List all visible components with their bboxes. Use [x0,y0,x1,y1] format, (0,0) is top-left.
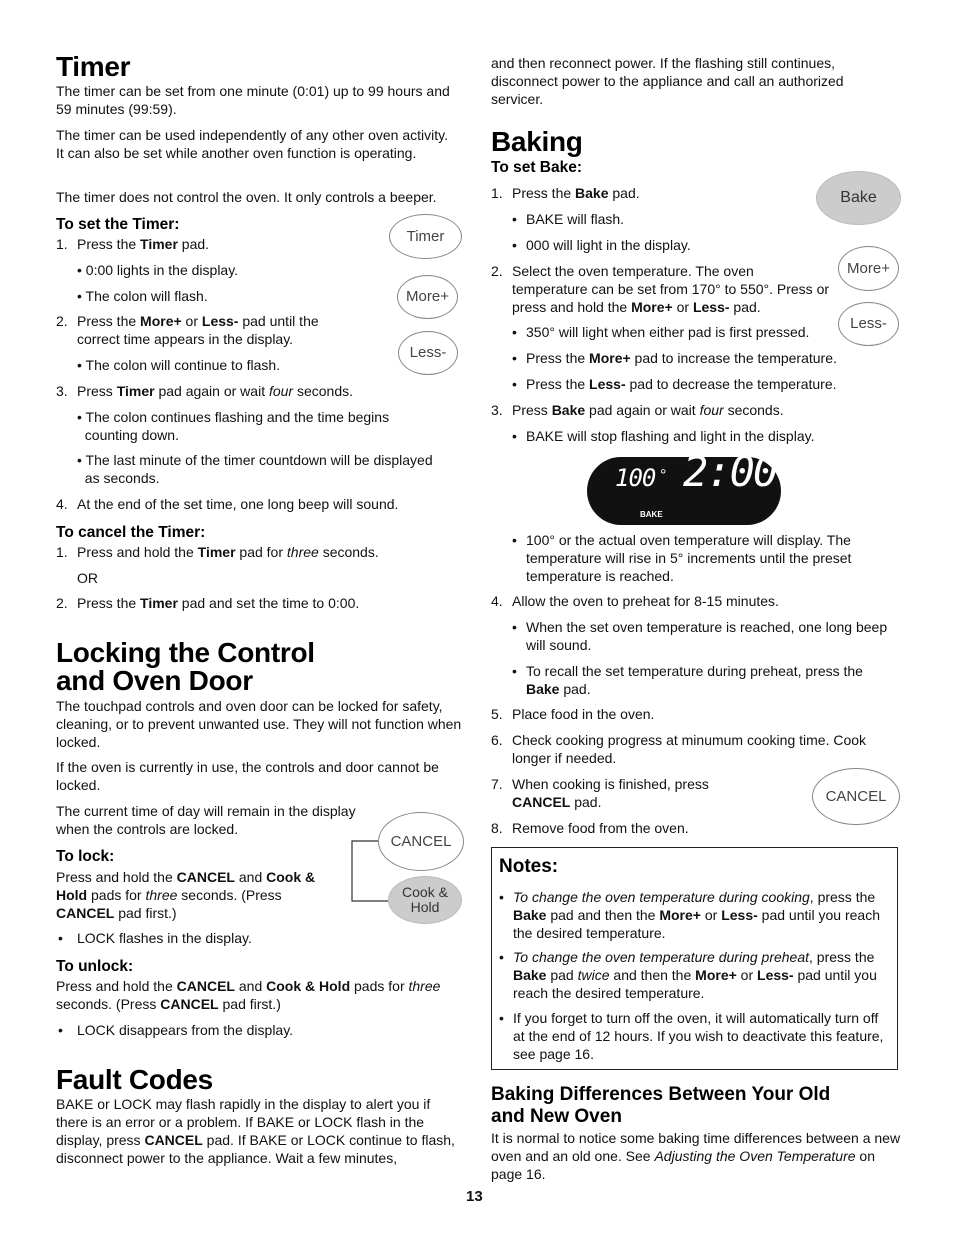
timer-step-3-bullet-1: • The colon continues flashing and the time begins counting down. [77,409,390,443]
cook-hold-pad-label-2: Hold [410,899,440,915]
page-number: 13 [466,1188,483,1205]
notes-box: Notes: • To change the oven temperature during cooking, press the Bake pad and then the More+ or Less- pad until you reach the desired temperature. • To change the oven temperature during preheat, press the Bake pad twice and then the More+ or Less- pad until you reach the desired temperature. • If you forget to turn off the oven, it will automatically turn off at the end of 12 hours. If you wish to deactivate this feature, see page 16. [491,847,898,1070]
or-text: OR [77,570,98,586]
bake-cancel-pad[interactable] [812,768,900,825]
cook-hold-pad-label-1: Cook & [402,884,448,900]
bake-pad-label: Bake [840,189,877,206]
lock-instructions: Press and hold the CANCEL and Cook & Hold pads for three seconds. (Press CANCEL pad first.) [56,869,316,921]
timer-step-3-bullet-2: • The last minute of the timer countdown will be displayed as seconds. [77,452,433,486]
bake-more-pad[interactable] [838,246,899,291]
less-pad[interactable] [398,331,458,375]
fault-codes-text: BAKE or LOCK may flash rapidly in the display to alert you if there is an error or a problem. If BAKE or LOCK flash in the display, press CANCEL pad. If BAKE or LOCK continue to flash, disconnect power to the appliance. Wait a few minutes, [56,1096,455,1166]
bake-cancel-pad-label: CANCEL [825,787,887,805]
timer-intro-2: The timer can be used independently of any other oven activity. It can also be set while another oven function is operating. [56,127,448,161]
display-time: 2:00 [683,447,777,496]
fault-codes-title: Fault Codes [56,1064,213,1095]
set-bake-heading: To set Bake: [491,159,583,176]
more-pad[interactable] [397,275,458,319]
timer-intro-1: The timer can be set from one minute (0:01) up to 99 hours and 59 minutes (99:59). [56,83,450,117]
oven-display [587,447,781,525]
timer-step-1-bullet-2: • The colon will flash. [77,288,208,304]
differences-title-line-2: and New Oven [491,1106,622,1127]
locking-title-line-2: and Oven Door [56,665,253,696]
bake-less-pad[interactable] [838,302,899,346]
differences-text: It is normal to notice some baking time differences between a new oven and an old one. See Adjusting the Oven Temperature on page 16. [491,1130,901,1182]
unlock-heading: To unlock: [56,958,134,975]
bake-pad[interactable] [816,171,901,225]
differences-title-line-1: Baking Differences Between Your Old [491,1084,831,1105]
cancel-pad-lock[interactable] [378,812,464,871]
fault-codes-continued: and then reconnect power. If the flashing still continues, disconnect power to the appliance and call an authorized servicer. [491,55,844,107]
bake-less-pad-label: Less- [850,315,887,332]
bake-more-pad-label: More+ [847,259,890,277]
notes-title: Notes: [499,856,559,877]
locking-title-line-1: Locking the Control [56,637,315,668]
timer-title: Timer [56,51,131,82]
cook-hold-pad[interactable] [388,876,462,924]
timer-pad-label: Timer [406,227,445,245]
locking-p2: If the oven is currently in use, the controls and door cannot be locked. [56,759,439,793]
more-pad-label: More+ [406,288,449,305]
unlock-instructions: Press and hold the CANCEL and Cook & Hold pads for three seconds. (Press CANCEL pad first.) [56,978,441,1012]
timer-step-1-bullet-1: • 0:00 lights in the display. [77,262,239,278]
cancel-timer-heading: To cancel the Timer: [56,524,206,541]
display-bake-label: BAKE [640,510,663,519]
timer-intro-3: The timer does not control the oven. It only controls a beeper. [56,189,437,205]
locking-p1: The touchpad controls and oven door can be locked for safety, cleaning, or to prevent unwanted use. They will not function when locked. [56,698,462,750]
degree-symbol: ° [660,467,667,484]
set-timer-heading: To set the Timer: [56,216,180,233]
display-temperature: 100 [615,464,656,492]
timer-step-2-bullet: • The colon will continue to flash. [77,357,281,373]
locking-p3: The current time of day will remain in the display when the controls are locked. [56,803,356,837]
cancel-pad-lock-label: CANCEL [390,832,452,850]
less-pad-label: Less- [409,344,447,361]
baking-title: Baking [491,126,583,157]
lock-heading: To lock: [56,848,115,865]
timer-pad[interactable] [389,214,462,259]
